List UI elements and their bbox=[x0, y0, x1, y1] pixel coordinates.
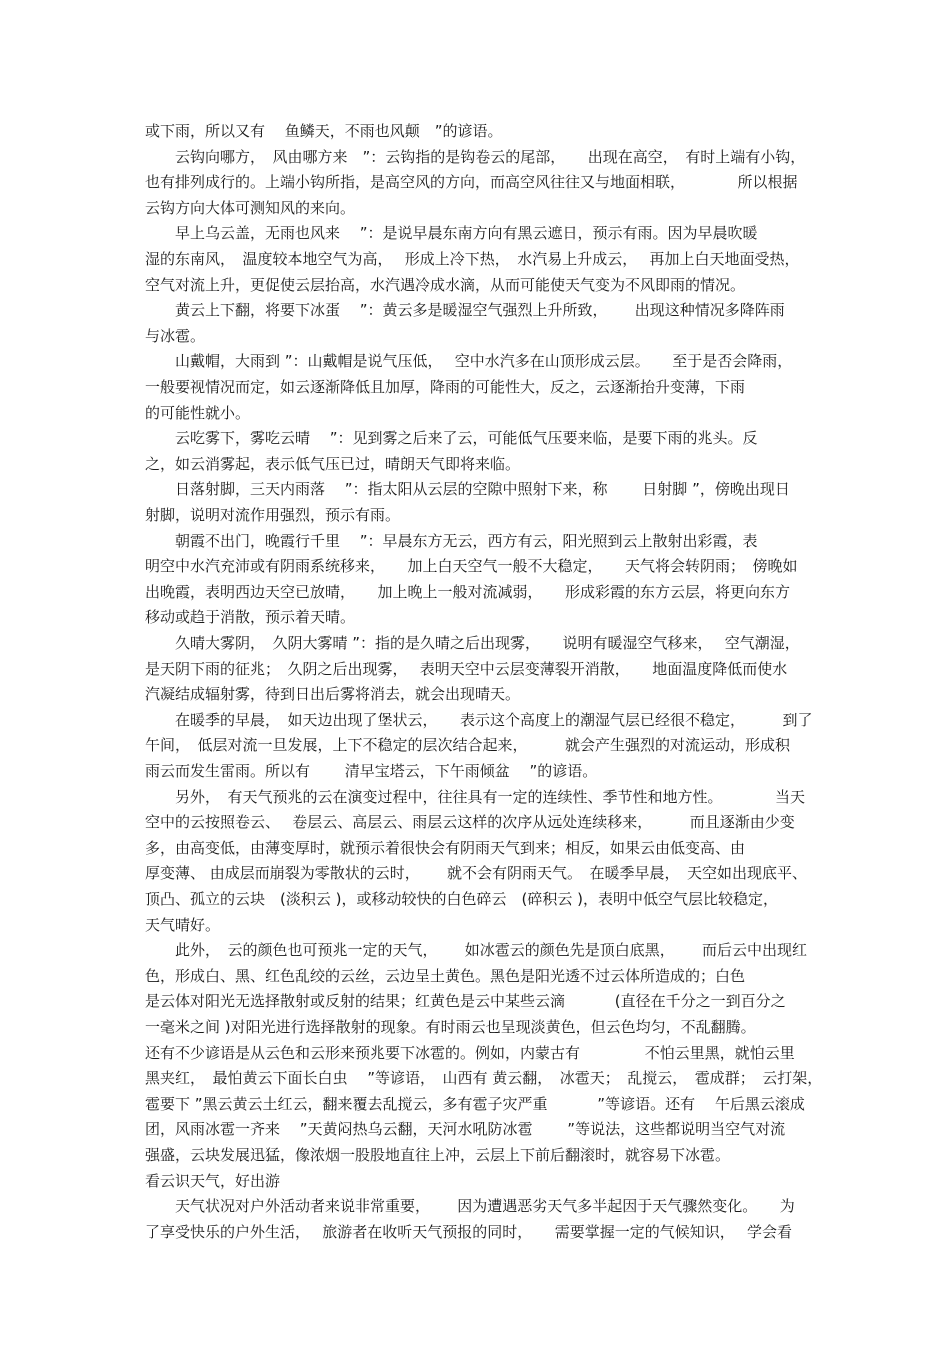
text-line: 雹要下 ”黑云黄云土红云，翻来覆去乱搅云，多有雹子灾严重 ”等谚语。还有 午后黑云滚成 bbox=[145, 1094, 805, 1113]
text-line: 雨云而发生雷雨。所以有 清早宝塔云，下午雨倾盆 ”的谚语。 bbox=[145, 762, 598, 780]
text-line: 了享受快乐的户外生活， 旅游者在收听天气预报的同时， 需要掌握一定的气候知识， 学会看 bbox=[145, 1222, 793, 1241]
text-line: 移动或趋于消散，预示着天晴。 bbox=[145, 608, 356, 627]
text-line: 黄云上下翻，将要下冰蛋 ”：黄云多是暖湿空气强烈上升所致， 出现这种情况多降阵雨 bbox=[145, 301, 785, 320]
text-line: 天气状况对户外活动者来说非常重要， 因为遭遇恶劣天气多半起因于天气骤然变化。 为 bbox=[145, 1197, 795, 1216]
text-line: 另外， 有天气预兆的云在演变过程中，往往具有一定的连续性、季节性和地方性。 当天 bbox=[145, 787, 806, 806]
text-line: 与冰雹。 bbox=[145, 326, 206, 345]
text-line: 团，风雨冰雹一齐来 ”天黄闷热乌云翻，天河水吼防冰雹 ”等说法，这些都说明当空气对流 bbox=[145, 1120, 786, 1139]
text-line: 空气对流上升，更促使云层抬高，水汽遇冷成水滴，从而可能使天气变为不风即雨的情况。 bbox=[145, 275, 746, 294]
text-line: 空中的云按照卷云、 卷层云、高层云、雨层云这样的次序从远处连续移来， 而且逐渐由少变 bbox=[145, 813, 795, 832]
text-line: 出晚霞，表明西边天空已放晴， 加上晚上一般对流减弱， 形成彩霞的东方云层，将更向东方 bbox=[145, 582, 791, 601]
text-line: 是云体对阳光无选择散射或反射的结果；红黄色是云中某些云滴 (直径在千分之一到百分之 bbox=[145, 992, 786, 1011]
text-line: 云钩方向大体可测知风的来向。 bbox=[145, 198, 356, 217]
text-line: 在暖季的早晨， 如天边出现了堡状云， 表示这个高度上的潮湿气层已经很不稳定， 到了 bbox=[145, 710, 813, 729]
text-line: 一般要视情况而定，如云逐渐降低且加厚，降雨的可能性大，反之，云逐渐抬升变薄，下雨 bbox=[145, 378, 746, 396]
text-line: 厚变薄、 由成层而崩裂为零散状的云时， 就不会有阴雨天气。 在暖季早晨， 天空如出现底平、 bbox=[145, 864, 808, 883]
text-line: 天气晴好。 bbox=[145, 915, 221, 934]
text-line: 此外， 云的颜色也可预兆一定的天气， 如冰雹云的颜色先是顶白底黑， 而后云中出现红 bbox=[145, 941, 808, 960]
text-line: 也有排列成行的。上端小钩所指，是高空风的方向，而高空风往往又与地面相联， 所以根据 bbox=[145, 173, 798, 192]
text-line: 强盛，云块发展迅猛，像浓烟一股股地直往上冲，云层上下前后翻滚时，就容易下冰雹。 bbox=[145, 1146, 731, 1164]
text-line: 日落射脚，三天内雨落 ”：指太阳从云层的空隙中照射下来，称 日射脚 ”，傍晚出现日 bbox=[145, 480, 790, 499]
text-line: 久晴大雾阴， 久阴大雾晴 ”：指的是久晴之后出现雾， 说明有暖湿空气移来， 空气潮湿， bbox=[145, 634, 800, 652]
text-line: 或下雨，所以又有 鱼鳞天，不雨也风颠 ”的谚语。 bbox=[145, 122, 503, 140]
text-line: 汽凝结成辐射雾，待到日出后雾将消去，就会出现晴天。 bbox=[145, 685, 521, 704]
text-line: 的可能性就小。 bbox=[145, 403, 251, 422]
text-line: 湿的东南风， 温度较本地空气为高， 形成上冷下热， 水汽易上升成云， 再加上白天地面受热， bbox=[145, 250, 800, 268]
text-line: 云钩向哪方， 风由哪方来 ”：云钩指的是钩卷云的尾部， 出现在高空， 有时上端有小钩， bbox=[145, 147, 806, 166]
text-line: 明空中水汽充沛或有阴雨系统移来， 加上白天空气一般不大稳定， 天气将会转阴雨； 傍晚如 bbox=[145, 557, 798, 576]
text-line: 早上乌云盖，无雨也风来 ”：是说早晨东南方向有黑云遮日，预示有雨。因为早晨吹暖 bbox=[145, 224, 758, 243]
text-line: 看云识天气，好出游 bbox=[145, 1171, 281, 1190]
text-line: 云吃雾下，雾吃云晴 ”：见到雾之后来了云，可能低气压要来临，是要下雨的兆头。反 bbox=[145, 429, 758, 448]
text-line: 还有不少谚语是从云色和云形来预兆要下冰雹的。例如，内蒙古有 不怕云里黑，就怕云里 bbox=[145, 1043, 795, 1062]
text-line: 之，如云消雾起，表示低气压已过，晴朗天气即将来临。 bbox=[145, 454, 521, 473]
text-line: 山戴帽，大雨到 ”：山戴帽是说气压低， 空中水汽多在山顶形成云层。 至于是否会降雨， bbox=[145, 352, 793, 371]
text-line: 黑夹红， 最怕黄云下面长白虫 ”等谚语， 山西有 黄云翻， 冰雹天； 乱搅云， 雹成群； 云打架， bbox=[145, 1069, 823, 1088]
text-line: 一毫米之间 )对阳光进行选择散射的现象。有时雨云也呈现淡黄色，但云色均匀，不乱翻腾。 bbox=[145, 1018, 756, 1036]
text-line: 午间， 低层对流一旦发展，上下不稳定的层次结合起来， 就会产生强烈的对流运动，形成积 bbox=[145, 736, 791, 755]
text-line: 射脚，说明对流作用强烈，预示有雨。 bbox=[145, 506, 401, 524]
text-line: 多，由高变低，由薄变厚时，就预示着很快会有阴雨天气到来；相反，如果云由低变高、由 bbox=[145, 838, 746, 857]
text-line: 顶凸、孤立的云块 (淡积云 )，或移动较快的白色碎云 (碎积云 )，表明中低空气层比较稳定， bbox=[145, 890, 778, 908]
text-line: 朝霞不出门，晚霞行千里 ”：早晨东方无云，西方有云，阳光照到云上散射出彩霞，表 bbox=[145, 531, 758, 550]
text-line: 色，形成白、黑、红色乱绞的云丝，云边呈土黄色。黑色是阳光透不过云体所造成的；白色 bbox=[145, 966, 746, 985]
text-line: 是天阴下雨的征兆； 久阴之后出现雾， 表明天空中云层变薄裂开消散， 地面温度降低而使水 bbox=[145, 659, 788, 678]
